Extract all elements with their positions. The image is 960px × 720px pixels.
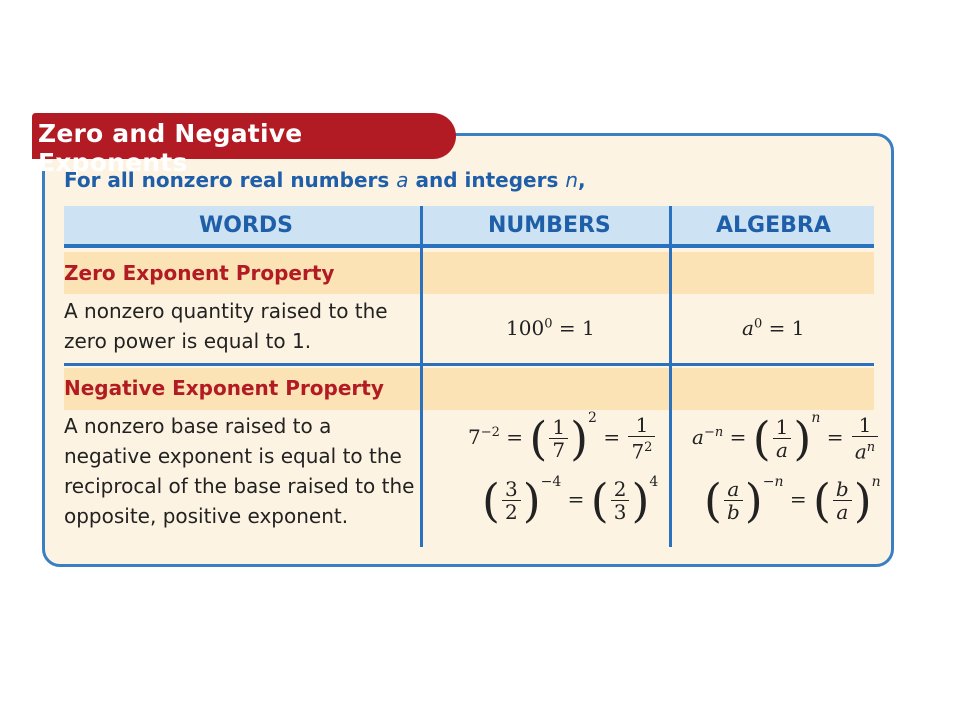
n2-f1-den: 2 [504,500,518,524]
a1-f2-den [852,437,878,463]
a1-f1-num: 1 [773,416,792,439]
intro-suffix: , [578,168,586,192]
n2-fraction-1 [502,478,521,523]
column-divider-1 [420,206,423,547]
intro-prefix: For all nonzero real numbers [64,168,397,192]
n2-fraction-2 [611,478,630,523]
zero-num-rhs: = 1 [552,316,595,340]
n1-exp: −2 [480,425,500,441]
a1-eq2: = [826,424,844,449]
zero-num-exp: 0 [544,316,553,332]
a2-f1-num: a [724,478,743,501]
a1-f2-den-exp: n [866,440,876,455]
right-paren: ) [853,473,872,528]
row-divider [64,363,874,366]
negative-algebra-example-2 [704,473,881,528]
negative-words-line1: A nonzero base raised to a [64,414,332,438]
a2-f2-num: b [833,478,852,501]
n1-f2-num: 1 [628,414,655,437]
n1-fraction-1 [549,416,568,461]
a1-f2-num: 1 [852,414,878,437]
zero-algebra-example [742,316,804,340]
zero-alg-rhs: = 1 [762,316,805,340]
n2-f2-num: 2 [611,478,630,501]
zero-alg-base: a [742,316,754,340]
zero-property-name: Zero Exponent Property [64,261,335,285]
a1-f2-den-base: a [854,439,867,464]
a2-fraction-1 [724,478,743,523]
n1-f1-num: 1 [549,416,568,439]
negative-property-words [64,411,424,531]
negative-property-name: Negative Exponent Property [64,376,384,400]
intro-var-a: a [396,168,409,192]
a2-f1-den: b [726,500,740,524]
n1-power: 2 [588,410,597,426]
a1-fraction-1 [773,416,792,461]
negative-numbers-example-1 [468,410,657,466]
column-divider-2 [669,206,672,547]
zero-numbers-example [506,316,595,340]
n1-eq2: = [603,424,621,449]
a1-f1-den: a [776,437,788,462]
n2-eq: = [567,487,585,511]
zero-alg-exp: 0 [753,316,763,332]
header-words: WORDS [199,213,294,238]
right-paren: ) [631,473,650,528]
right-paren: ) [570,411,589,466]
n1-f2-den [628,437,655,463]
negative-words-line3: reciprocal of the base raised to the [64,474,415,498]
header-algebra: ALGEBRA [716,213,831,238]
zero-num-base: 100 [506,316,545,340]
zero-words-line2: zero power is equal to 1. [64,329,312,353]
intro-var-n: n [565,168,579,192]
n2-power-1: −4 [540,474,562,490]
a1-power: n [811,410,821,426]
exponent-table [64,206,881,547]
header-numbers: NUMBERS [488,213,611,238]
n1-base: 7 [468,424,481,449]
n2-f1-num: 3 [502,478,521,501]
n1-f2-den-exp: 2 [644,440,653,455]
intro-middle: and integers [408,168,566,192]
n1-fraction-2 [628,414,655,463]
a2-eq: = [789,487,807,511]
table-header [64,206,874,248]
page-title: Zero and Negative Exponents [38,119,303,177]
zero-property-words [64,296,414,356]
right-paren: ) [793,411,812,466]
title-tab [32,113,456,177]
n2-f2-den: 3 [613,500,627,524]
a1-eq1: = [729,424,747,449]
n1-f2-den-base: 7 [631,439,645,464]
a2-power-2: n [871,474,881,490]
left-paren: ( [812,473,831,528]
negative-words-line4: opposite, positive exponent. [64,504,349,528]
left-paren: ( [590,473,609,528]
a2-f2-den: a [836,500,849,524]
intro-text [64,168,586,192]
negative-words-line2: negative exponent is equal to the [64,444,402,468]
a2-fraction-2 [833,478,852,523]
left-paren: ( [704,473,722,528]
a1-exp: −n [703,425,724,441]
right-paren: ) [522,473,541,528]
left-paren: ( [752,411,771,466]
a2-power-1: −n [762,474,784,490]
zero-words-line1: A nonzero quantity raised to the [64,299,388,323]
negative-numbers-example-2 [482,473,659,528]
left-paren: ( [482,473,500,528]
right-paren: ) [744,473,763,528]
n1-f1-den: 7 [552,437,566,462]
a1-fraction-2 [852,414,878,463]
a1-base: a [692,424,704,449]
n2-power-2: 4 [649,474,659,490]
negative-algebra-example-1 [692,410,880,466]
left-paren: ( [529,411,548,466]
n1-eq1: = [506,424,524,449]
